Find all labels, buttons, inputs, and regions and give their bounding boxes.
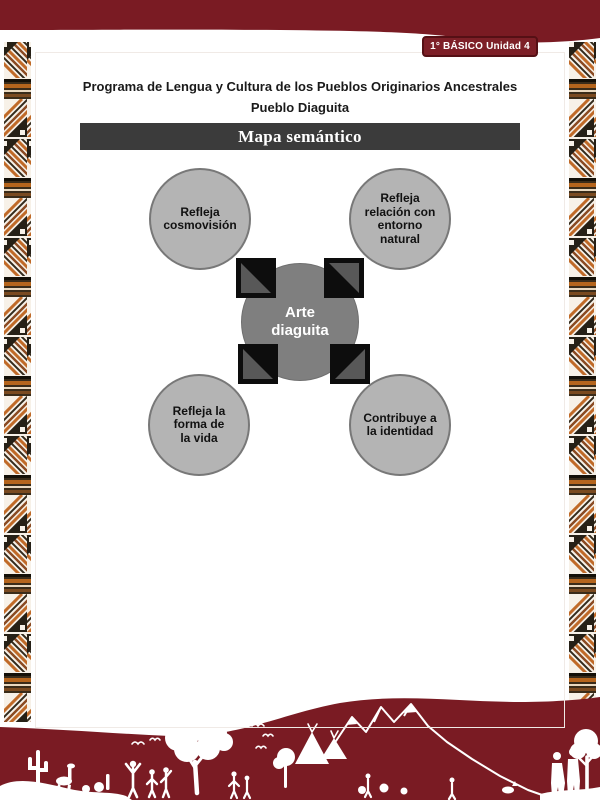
connector-arrow-bottom-right-icon bbox=[330, 344, 370, 384]
node-forma-de-vida: Refleja la forma de la vida bbox=[148, 374, 250, 476]
node-arte-diaguita: Arte diaguita bbox=[241, 263, 359, 381]
page-background bbox=[35, 52, 565, 728]
right-border-pattern bbox=[569, 42, 596, 722]
page-title bbox=[36, 76, 564, 118]
node-contribuye-identidad: Contribuye a la identidad bbox=[349, 374, 451, 476]
connector-arrow-top-right-icon bbox=[324, 258, 364, 298]
unit-badge: 1° BÁSICO Unidad 4 bbox=[422, 36, 538, 57]
connector-arrow-bottom-left-icon bbox=[238, 344, 278, 384]
node-refleja-cosmovision: Refleja cosmovisión bbox=[149, 168, 251, 270]
left-border-pattern bbox=[4, 42, 31, 722]
connector-arrow-top-left-icon bbox=[236, 258, 276, 298]
title-line-2: Pueblo Diaguita bbox=[250, 100, 350, 115]
node-relacion-entorno-natural: Refleja relación con entorno natural bbox=[349, 168, 451, 270]
section-header: Mapa semántico bbox=[80, 123, 520, 150]
title-line-1: Programa de Lengua y Cultura de los Pueblos Originarios Ancestrales bbox=[82, 79, 518, 94]
